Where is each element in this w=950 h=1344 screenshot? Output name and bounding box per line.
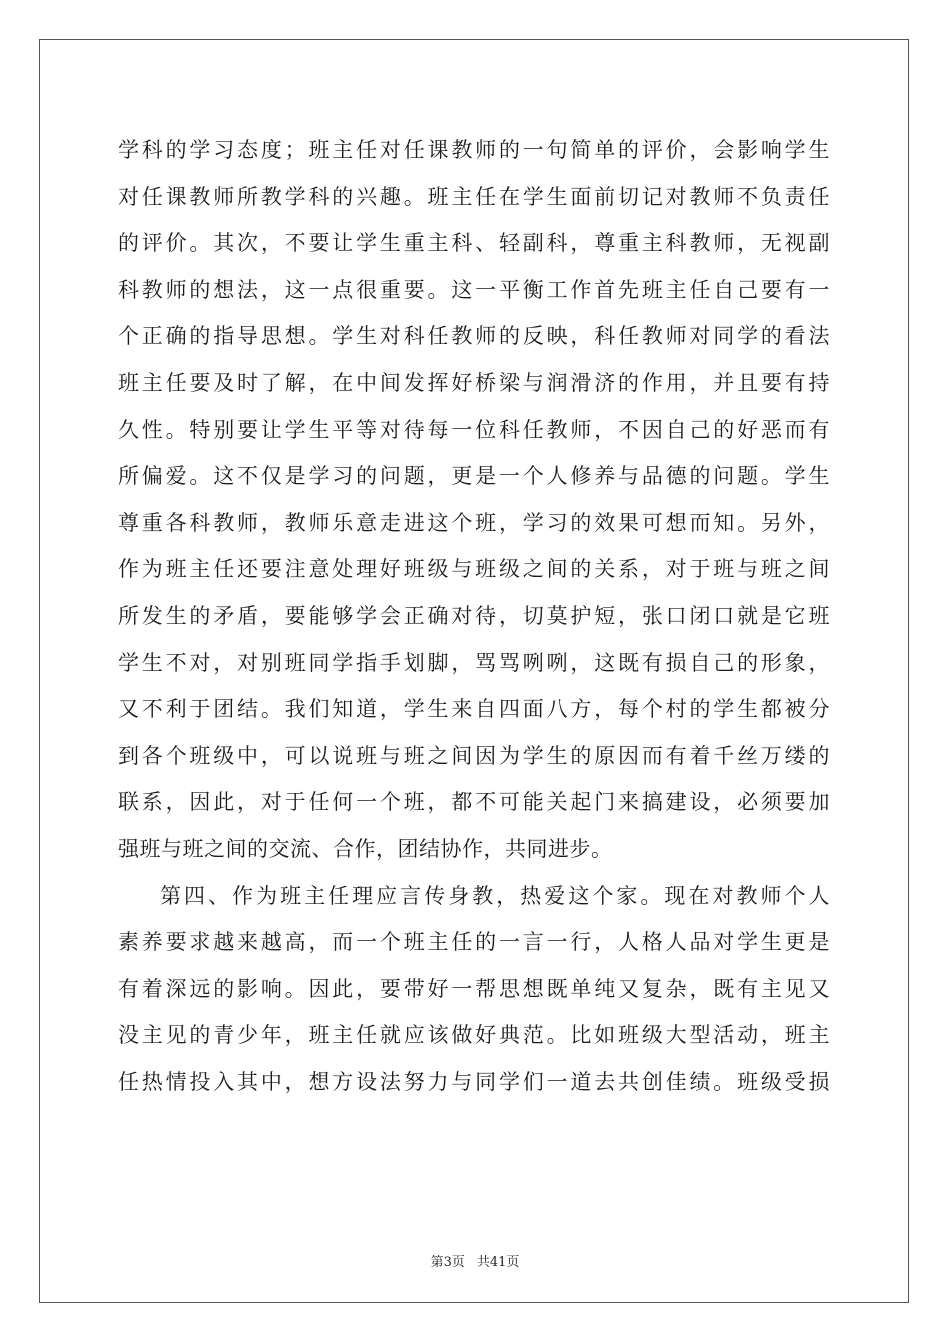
text-line: 所发生的矛盾，要能够学会正确对待，切莫护短，张口闭口就是它班 xyxy=(118,603,830,628)
text-line: 联系，因此，对于任何一个班，都不可能关起门来搞建设，必须要加 xyxy=(118,790,830,815)
text-line: 的评价。其次，不要让学生重主科、轻副科，尊重主科教师，无视副 xyxy=(118,231,830,256)
text-line: 久性。特别要让学生平等对待每一位科任教师，不因自己的好恶而有 xyxy=(118,417,830,442)
text-line: 素养要求越来越高，而一个班主任的一言一行，人格人品对学生更是 xyxy=(118,930,830,955)
text-line: 学科的学习态度；班主任对任课教师的一句简单的评价，会影响学生 xyxy=(118,138,830,162)
text-line: 所偏爱。这不仅是学习的问题，更是一个人修养与品德的问题。学生 xyxy=(118,464,830,489)
text-line: 班主任要及时了解，在中间发挥好桥梁与润滑济的作用，并且要有持 xyxy=(118,370,830,395)
page-number: 第3页 xyxy=(430,1255,465,1270)
text-line: 尊重各科教师，教师乐意走进这个班，学习的效果可想而知。另外， xyxy=(118,510,830,535)
text-line: 到各个班级中，可以说班与班之间因为学生的原因而有着千丝万缕的 xyxy=(118,743,830,768)
text-line: 没主见的青少年，班主任就应该做好典范。比如班级大型活动，班主 xyxy=(118,1023,830,1048)
text-line: 学生不对，对别班同学指手划脚，骂骂咧咧，这既有损自己的形象， xyxy=(118,650,830,675)
text-line: 作为班主任还要注意处理好班级与班级之间的关系，对于班与班之间 xyxy=(118,557,830,582)
page-footer xyxy=(0,1251,950,1270)
text-line: 有着深远的影响。因此，要带好一帮思想既单纯又复杂，既有主见又 xyxy=(118,976,830,1001)
text-line: 强班与班之间的交流、合作，团结协作，共同进步。 xyxy=(118,836,613,861)
total-pages: 共41页 xyxy=(476,1255,520,1270)
text-line: 对任课教师所教学科的兴趣。班主任在学生面前切记对教师不负责任 xyxy=(118,184,830,209)
text-line: 任热情投入其中，想方设法努力与同学们一道去共创佳绩。班级受损 xyxy=(118,1069,830,1094)
text-line: 又不利于团结。我们知道，学生来自四面八方，每个村的学生都被分 xyxy=(118,697,830,722)
document-body xyxy=(118,127,830,1105)
text-line: 第四、作为班主任理应言传身教，热爱这个家。现在对教师个人 xyxy=(160,883,830,908)
text-line: 个正确的指导思想。学生对科任教师的反映，科任教师对同学的看法 xyxy=(118,324,830,349)
text-line: 科教师的想法，这一点很重要。这一平衡工作首先班主任自己要有一 xyxy=(118,277,830,302)
